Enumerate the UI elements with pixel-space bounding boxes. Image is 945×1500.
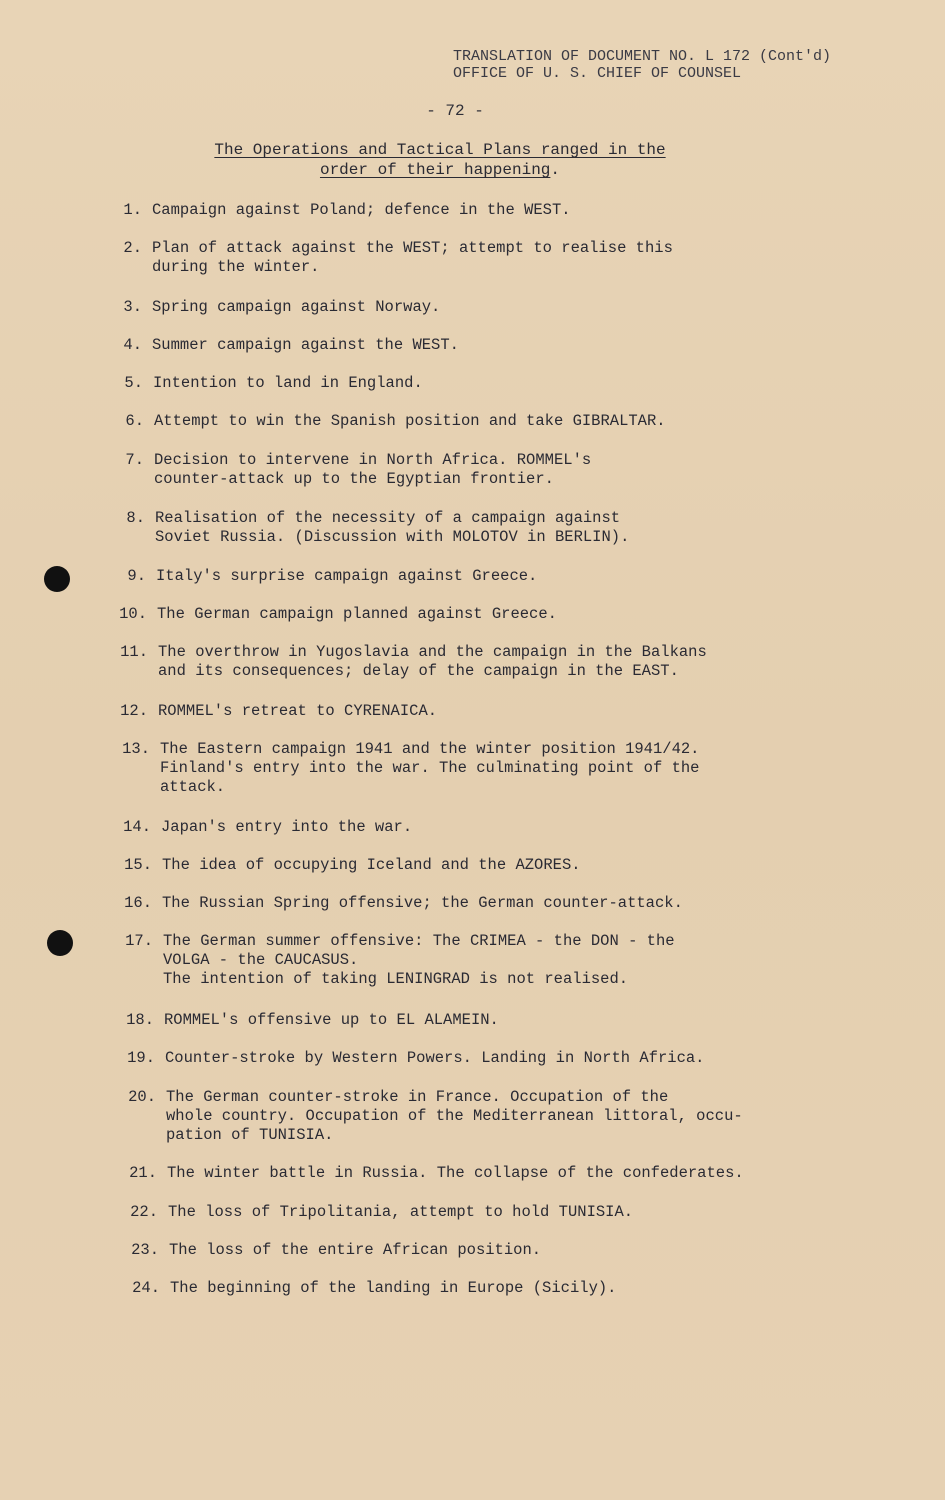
item-text: ROMMEL's offensive up to EL ALAMEIN. bbox=[164, 1011, 499, 1029]
item-text: The German summer offensive: The CRIMEA - the DON - the VOLGA - the CAUCASUS. The intention of taking LENINGRAD is not realised. bbox=[163, 932, 675, 988]
item-text: The German counter-stroke in France. Occupation of the whole country. Occupation of the Mediterranean littoral, occu- pation of TUNISIA. bbox=[166, 1088, 743, 1144]
item-number: 4. bbox=[123, 336, 142, 354]
item-text: The winter battle in Russia. The collapse of the confederates. bbox=[167, 1164, 744, 1182]
item-text: Decision to intervene in North Africa. ROMMEL's counter-attack up to the Egyptian frontier. bbox=[154, 451, 592, 488]
item-number: 24. bbox=[132, 1279, 160, 1297]
item-number: 3. bbox=[123, 298, 142, 316]
punch-hole-top bbox=[44, 566, 70, 592]
item-number: 7. bbox=[125, 451, 144, 469]
item-text: Attempt to win the Spanish position and take GIBRALTAR. bbox=[154, 412, 666, 430]
item-text: Spring campaign against Norway. bbox=[152, 298, 441, 316]
item-number: 12. bbox=[120, 702, 148, 720]
item-number: 16. bbox=[124, 894, 152, 912]
item-text: Campaign against Poland; defence in the WEST. bbox=[152, 201, 571, 219]
item-number: 2. bbox=[123, 239, 142, 257]
item-text: Counter-stroke by Western Powers. Landing in North Africa. bbox=[165, 1049, 705, 1067]
item-text: Japan's entry into the war. bbox=[161, 818, 413, 836]
item-number: 14. bbox=[123, 818, 151, 836]
header-office: OFFICE OF U. S. CHIEF OF COUNSEL bbox=[453, 65, 742, 82]
item-text: Realisation of the necessity of a campaign against Soviet Russia. (Discussion with MOLOTOV in BERLIN). bbox=[155, 509, 630, 546]
item-number: 18. bbox=[126, 1011, 154, 1029]
item-number: 9. bbox=[127, 567, 146, 585]
punch-hole-bottom bbox=[47, 930, 73, 956]
item-text: The overthrow in Yugoslavia and the campaign in the Balkans and its consequences; delay of the campaign in the EAST. bbox=[158, 643, 707, 680]
item-text: The Russian Spring offensive; the German counter-attack. bbox=[162, 894, 683, 912]
item-number: 17. bbox=[125, 932, 153, 950]
item-text: ROMMEL's retreat to CYRENAICA. bbox=[158, 702, 438, 720]
item-number: 11. bbox=[120, 643, 148, 661]
item-number: 19. bbox=[127, 1049, 155, 1067]
item-text: The beginning of the landing in Europe (Sicily). bbox=[170, 1279, 617, 1297]
document-header bbox=[453, 48, 831, 82]
item-number: 22. bbox=[130, 1203, 158, 1221]
item-number: 1. bbox=[123, 201, 142, 219]
item-number: 8. bbox=[126, 509, 145, 527]
item-text: The Eastern campaign 1941 and the winter position 1941/42. Finland's entry into the war. The culminating point of the attack. bbox=[160, 740, 700, 796]
item-text: The loss of Tripolitania, attempt to hold TUNISIA. bbox=[168, 1203, 634, 1221]
item-number: 6. bbox=[125, 412, 144, 430]
item-text: The German campaign planned against Greece. bbox=[157, 605, 557, 623]
title-line-2: order of their happening bbox=[319, 161, 551, 179]
item-number: 15. bbox=[124, 856, 152, 874]
item-text: Italy's surprise campaign against Greece. bbox=[156, 567, 538, 585]
title-line-1: The Operations and Tactical Plans ranged in the bbox=[214, 141, 666, 159]
item-text: The idea of occupying Iceland and the AZORES. bbox=[162, 856, 581, 874]
item-number: 10. bbox=[119, 605, 147, 623]
item-number: 20. bbox=[128, 1088, 156, 1106]
page-title: The Operations and Tactical Plans ranged in the order of their happening. bbox=[214, 141, 666, 179]
header-document-number: TRANSLATION OF DOCUMENT NO. L 172 (Cont'd) bbox=[453, 48, 832, 65]
item-text: Intention to land in England. bbox=[153, 374, 423, 392]
item-number: 13. bbox=[122, 740, 150, 758]
item-text: Summer campaign against the WEST. bbox=[152, 336, 459, 354]
item-number: 21. bbox=[129, 1164, 157, 1182]
item-number: 23. bbox=[131, 1241, 159, 1259]
page-number: - 72 - bbox=[426, 102, 484, 120]
item-number: 5. bbox=[124, 374, 143, 392]
item-text: The loss of the entire African position. bbox=[169, 1241, 542, 1259]
item-text: Plan of attack against the WEST; attempt to realise this during the winter. bbox=[152, 239, 673, 276]
